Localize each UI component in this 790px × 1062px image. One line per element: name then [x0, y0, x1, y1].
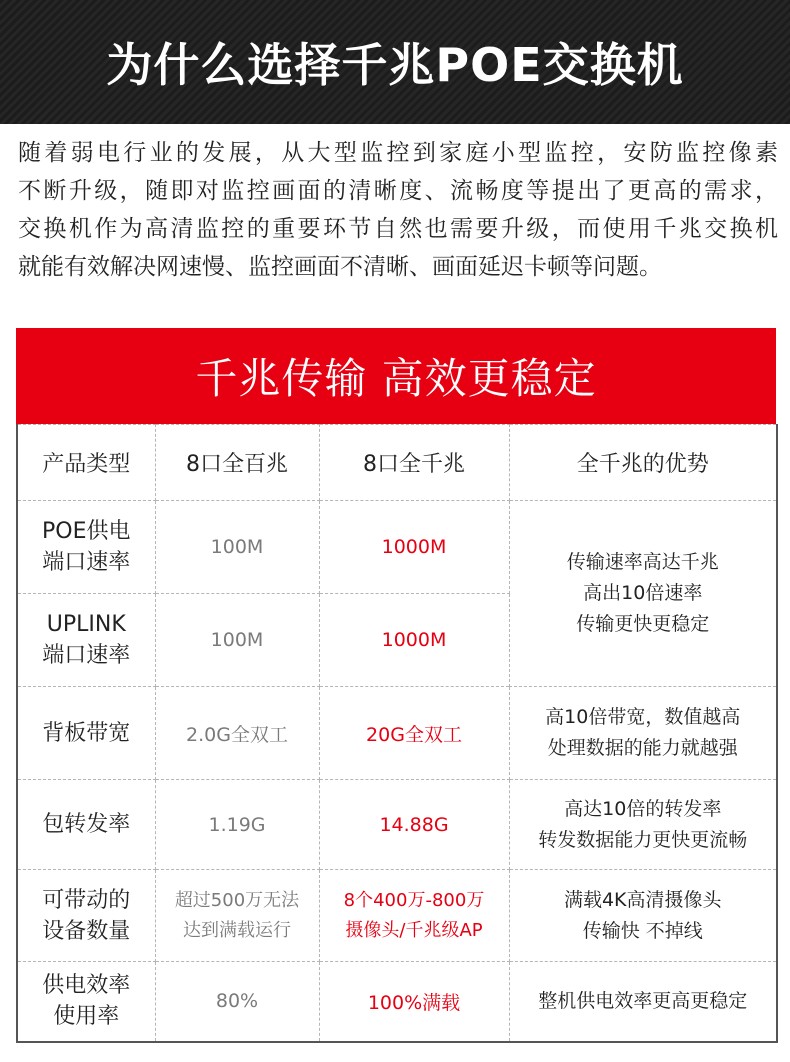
intro-line: 交换机作为高清监控的重要环节自然也需要升级，而使用千兆交换机 [18, 216, 778, 242]
fast-value: 100M [155, 501, 319, 594]
comparison-table [16, 424, 778, 1043]
advantage-cell: 高10倍带宽，数值越高 处理数据的能力就越强 [509, 687, 777, 780]
page-title: 为什么选择千兆POE交换机 [106, 38, 684, 92]
section-banner-title: 千兆传输 高效更稳定 [195, 354, 597, 403]
row-label: UPLINK 端口速率 [17, 594, 155, 687]
row-label: 包转发率 [17, 780, 155, 870]
intro-line: 就能有效解决网速慢、监控画面不清晰、画面延迟卡顿等问题。 [18, 254, 662, 280]
giga-value: 8个400万-800万 摄像头/千兆级AP [319, 870, 509, 962]
intro-line: 随着弱电行业的发展，从大型监控到家庭小型监控，安防监控像素 [18, 140, 778, 166]
intro-line: 不断升级，随即对监控画面的清晰度、流畅度等提出了更高的需求， [18, 178, 778, 204]
table-row [17, 501, 777, 594]
fast-value: 超过500万无法 达到满载运行 [155, 870, 319, 962]
giga-value: 14.88G [319, 780, 509, 870]
fast-value: 1.19G [155, 780, 319, 870]
header-advantage: 全千兆的优势 [509, 425, 777, 501]
giga-value: 100%满载 [319, 962, 509, 1042]
row-label: POE供电 端口速率 [17, 501, 155, 594]
advantage-cell: 整机供电效率更高更稳定 [509, 962, 777, 1042]
fast-value: 2.0G全双工 [155, 687, 319, 780]
table-header-row [17, 425, 777, 501]
giga-value: 1000M [319, 501, 509, 594]
intro-paragraph [18, 134, 778, 286]
row-label: 供电效率 使用率 [17, 962, 155, 1042]
fast-value: 100M [155, 594, 319, 687]
header-product-type: 产品类型 [17, 425, 155, 501]
advantage-merged: 传输速率高达千兆 高出10倍速率 传输更快更稳定 [509, 501, 777, 687]
header-fast-ethernet: 8口全百兆 [155, 425, 319, 501]
giga-value: 1000M [319, 594, 509, 687]
advantage-cell: 高达10倍的转发率 转发数据能力更快更流畅 [509, 780, 777, 870]
table-row [17, 962, 777, 1042]
giga-value: 20G全双工 [319, 687, 509, 780]
header-gigabit: 8口全千兆 [319, 425, 509, 501]
fast-value: 80% [155, 962, 319, 1042]
table-row [17, 870, 777, 962]
table-row [17, 780, 777, 870]
row-label: 可带动的 设备数量 [17, 870, 155, 962]
row-label: 背板带宽 [17, 687, 155, 780]
table-row [17, 687, 777, 780]
top-banner [0, 0, 790, 124]
advantage-cell: 满载4K高清摄像头 传输快 不掉线 [509, 870, 777, 962]
section-banner [16, 328, 776, 424]
